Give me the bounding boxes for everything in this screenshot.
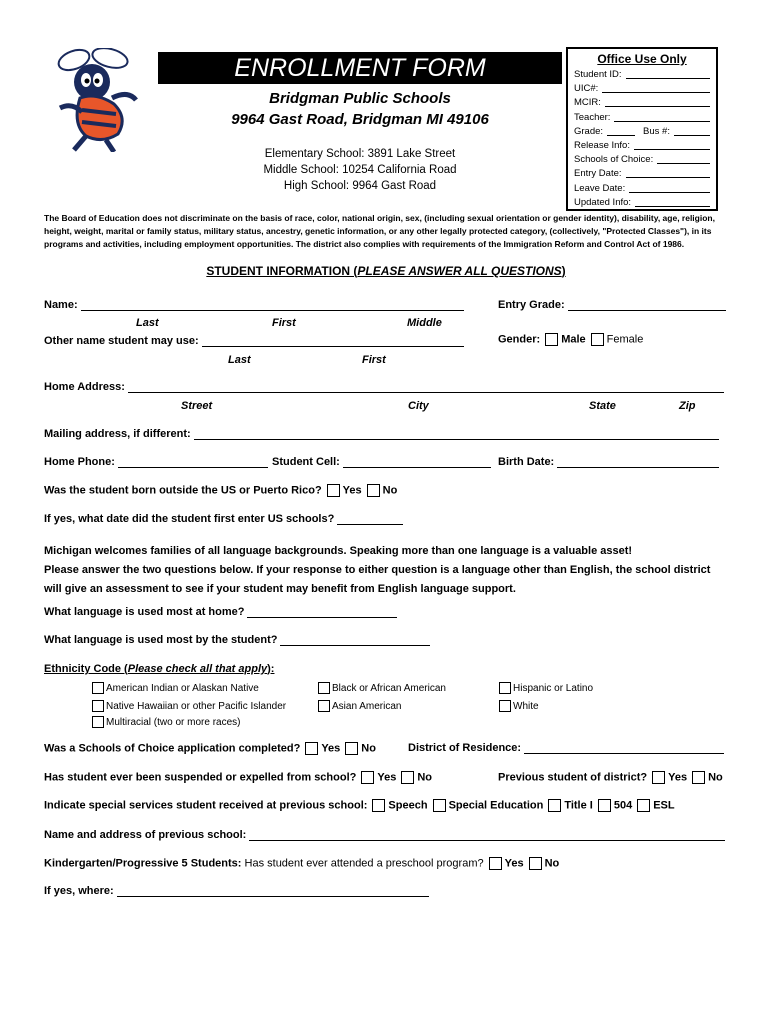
special-ed-checkbox[interactable]	[433, 799, 446, 812]
schools-choice-question: Was a Schools of Choice application completed? Yes No	[44, 742, 376, 755]
kinder-question: Kindergarten/Progressive 5 Students: Has student ever attended a preschool program? Yes No	[44, 857, 560, 870]
male-checkbox[interactable]	[545, 333, 558, 346]
other-last-label: Last	[228, 354, 251, 366]
504-checkbox[interactable]	[598, 799, 611, 812]
birth-date-input[interactable]	[557, 456, 719, 468]
eth-hawaiian: Native Hawaiian or other Pacific Islander	[92, 700, 286, 712]
birth-date-field: Birth Date:	[498, 456, 719, 468]
high-school: High School: 9964 Gast Road	[283, 180, 437, 192]
esl-checkbox[interactable]	[637, 799, 650, 812]
where-input[interactable]	[117, 885, 429, 897]
where-field: If yes, where:	[44, 885, 429, 897]
middle-school: Middle School: 10254 California Road	[263, 164, 457, 176]
lang-home-input[interactable]	[247, 606, 397, 618]
district-address: 9964 Gast Road, Bridgman MI 49106	[231, 111, 489, 128]
hornet-mascot-logo	[52, 48, 140, 152]
female-checkbox[interactable]	[591, 333, 604, 346]
eth-multiracial: Multiracial (two or more races)	[92, 716, 240, 728]
elementary-school: Elementary School: 3891 Lake Street	[264, 148, 456, 160]
preschool-yes-checkbox[interactable]	[489, 857, 502, 870]
eth-asian: Asian American	[318, 700, 401, 712]
suspended-question: Has student ever been suspended or expelled from school? Yes No	[44, 771, 432, 784]
residence-field: District of Residence:	[408, 742, 724, 754]
prev-school-field: Name and address of previous school:	[44, 829, 725, 841]
district-header	[158, 88, 562, 130]
special-services-question: Indicate special services student received at previous school: Speech Special Education Title I 504 ESL	[44, 799, 675, 812]
mcir-field[interactable]	[605, 96, 710, 107]
eth-multiracial-checkbox[interactable]	[92, 716, 104, 728]
entry-grade-field: Entry Grade:	[498, 299, 726, 311]
release-field[interactable]	[634, 139, 710, 150]
choice-yes-checkbox[interactable]	[305, 742, 318, 755]
eth-asian-checkbox[interactable]	[318, 700, 330, 712]
office-title: Office Use Only	[597, 52, 687, 66]
preschool-no-checkbox[interactable]	[529, 857, 542, 870]
entry-date-field[interactable]	[626, 167, 710, 178]
born-outside-yes-checkbox[interactable]	[327, 484, 340, 497]
teacher-field[interactable]	[614, 111, 710, 122]
name-field: Name:	[44, 299, 464, 311]
district-name: Bridgman Public Schools	[269, 90, 451, 107]
lang-home-field: What language is used most at home?	[44, 606, 397, 618]
form-title: ENROLLMENT FORM	[158, 52, 562, 84]
title-i-checkbox[interactable]	[548, 799, 561, 812]
section-title: STUDENT INFORMATION (PLEASE ANSWER ALL QUESTIONS)	[206, 264, 566, 278]
residence-input[interactable]	[524, 742, 724, 754]
schools-list	[158, 146, 562, 194]
eth-hispanic-checkbox[interactable]	[499, 682, 511, 694]
language-intro: Michigan welcomes families of all language backgrounds. Speaking more than one language is a valuable asset! Please answer the two questions below. If your response to either question is a language other than English, the school district will give an assessment to see if your student may benefit from English language support.	[44, 545, 711, 595]
born-outside-question: Was the student born outside the US or Puerto Rico? Yes No	[44, 484, 398, 497]
previous-yes-checkbox[interactable]	[652, 771, 665, 784]
eth-hawaiian-checkbox[interactable]	[92, 700, 104, 712]
first-label: First	[272, 317, 296, 329]
student-cell-input[interactable]	[343, 456, 491, 468]
previous-student-question: Previous student of district? Yes No	[498, 771, 723, 784]
student-id-field[interactable]	[626, 68, 710, 79]
other-name-field: Other name student may use:	[44, 335, 464, 347]
home-phone-field: Home Phone:	[44, 456, 268, 468]
eth-american-indian-checkbox[interactable]	[92, 682, 104, 694]
updated-field[interactable]	[635, 196, 710, 207]
leave-date-field[interactable]	[629, 182, 710, 193]
eth-white: White	[499, 700, 539, 712]
bus-field[interactable]	[674, 125, 710, 136]
born-outside-no-checkbox[interactable]	[367, 484, 380, 497]
city-label: City	[408, 400, 429, 412]
state-label: State	[589, 400, 616, 412]
suspended-no-checkbox[interactable]	[401, 771, 414, 784]
eth-american-indian: American Indian or Alaskan Native	[92, 682, 259, 694]
mailing-field: Mailing address, if different:	[44, 428, 719, 440]
home-address-input[interactable]	[128, 381, 724, 393]
choice-field[interactable]	[657, 153, 710, 164]
middle-label: Middle	[407, 317, 442, 329]
lang-student-input[interactable]	[280, 634, 430, 646]
grade-field[interactable]	[607, 125, 635, 136]
eth-white-checkbox[interactable]	[499, 700, 511, 712]
home-address-field: Home Address:	[44, 381, 724, 393]
first-enter-input[interactable]	[337, 513, 403, 525]
office-use-box: Office Use Only Student ID: UIC#: MCIR: Teacher: Grade: Bus #: Release Info: Schools of Choice: Entry Date: Leave Date: Updated Info:	[566, 47, 718, 211]
other-name-input[interactable]	[202, 335, 464, 347]
mailing-input[interactable]	[194, 428, 719, 440]
street-label: Street	[181, 400, 213, 412]
eth-hispanic: Hispanic or Latino	[499, 682, 593, 694]
zip-label: Zip	[679, 400, 696, 412]
other-first-label: First	[362, 354, 386, 366]
eth-black: Black or African American	[318, 682, 446, 694]
entry-grade-input[interactable]	[568, 299, 726, 311]
eth-black-checkbox[interactable]	[318, 682, 330, 694]
home-phone-input[interactable]	[118, 456, 268, 468]
gender-field: Gender: Male Female	[498, 333, 644, 346]
lang-student-field: What language is used most by the student?	[44, 634, 430, 646]
choice-no-checkbox[interactable]	[345, 742, 358, 755]
speech-checkbox[interactable]	[372, 799, 385, 812]
first-enter-field: If yes, what date did the student first enter US schools?	[44, 513, 403, 525]
prev-school-input[interactable]	[249, 829, 725, 841]
previous-no-checkbox[interactable]	[692, 771, 705, 784]
disclaimer: The Board of Education does not discriminate on the basis of race, color, national origin, sex, (including sexual orientation or gender identity), disability, age, religion, height, weight, marital or family status, military status, ancestry, genetic information, or any other legally protected category, (collectively, "Protected Classes"), in its programs and activities, including employment opportunities. The district also complies with requirements of the Immigration Reform and Control Act of 1986.	[44, 213, 715, 249]
ethnicity-heading: Ethnicity Code (Please check all that apply):	[44, 663, 275, 675]
student-cell-field: Student Cell:	[272, 456, 491, 468]
last-label: Last	[136, 317, 159, 329]
uic-field[interactable]	[602, 82, 710, 93]
name-input[interactable]	[81, 299, 464, 311]
suspended-yes-checkbox[interactable]	[361, 771, 374, 784]
